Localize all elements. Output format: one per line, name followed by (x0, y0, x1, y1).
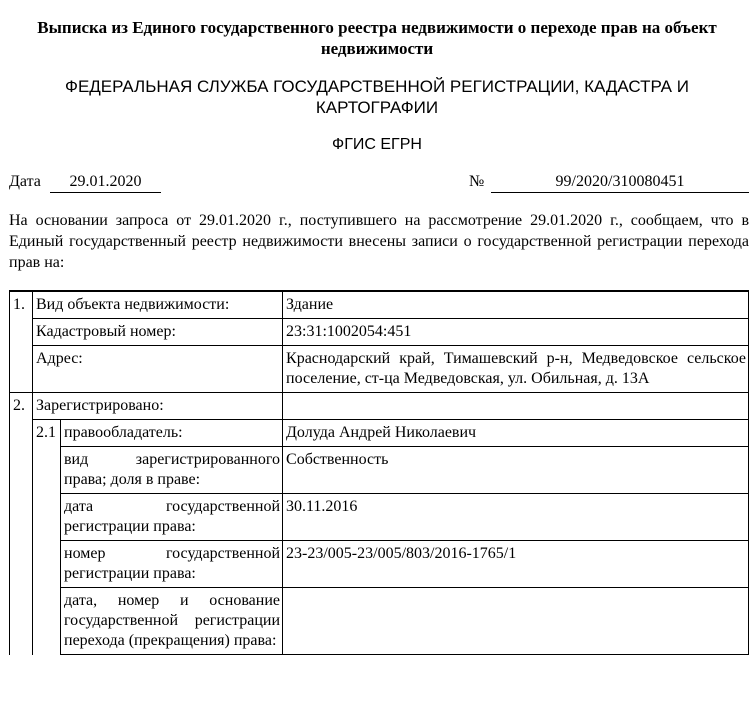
table-row (10, 420, 749, 447)
table-row (10, 319, 749, 346)
table-row (10, 447, 749, 494)
registered-label: Зарегистрировано: (33, 393, 283, 420)
number-label: № (469, 173, 485, 190)
holder-value: Долуда Андрей Николаевич (283, 420, 749, 447)
date-number-row (9, 171, 749, 195)
rights-table (9, 290, 749, 655)
registration-date-value: 30.11.2016 (283, 494, 749, 541)
section-number: 2. (10, 393, 33, 420)
table-row (10, 541, 749, 588)
agency-name: ФЕДЕРАЛЬНАЯ СЛУЖБА ГОСУДАРСТВЕННОЙ РЕГИСТРАЦИИ, КАДАСТРА И КАРТОГРАФИИ (65, 77, 689, 117)
table-row (10, 291, 749, 319)
registration-number-label: номер государственной регистрации права: (61, 541, 283, 588)
table-row (10, 588, 749, 655)
object-type-label: Вид объекта недвижимости: (33, 291, 283, 319)
cadastral-label: Кадастровый номер: (33, 319, 283, 346)
address-value: Краснодарский край, Тимашевский р-н, Медведовское сельское поселение, ст-ца Медведовская, ул. Обильная, д. 13А (283, 346, 749, 393)
right-type-label: вид зарегистрированного права; доля в праве: (61, 447, 283, 494)
right-type-value: Собственность (283, 447, 749, 494)
date-label: Дата (9, 173, 41, 190)
table-row (10, 393, 749, 420)
registration-number-value: 23-23/005-23/005/803/2016-1765/1 (283, 541, 749, 588)
transfer-value (283, 588, 749, 655)
section-number: 1. (10, 291, 33, 319)
transfer-label: дата, номер и основание государственной регистрации перехода (прекращения) права: (61, 588, 283, 655)
subsection-number: 2.1 (33, 420, 61, 447)
cadastral-value: 23:31:1002054:451 (283, 319, 749, 346)
date-value: 29.01.2020 (50, 173, 161, 193)
system-name: ФГИС ЕГРН (332, 136, 422, 153)
registration-date-label: дата государственной регистрации права: (61, 494, 283, 541)
number-value: 99/2020/310080451 (491, 173, 749, 193)
table-row (10, 494, 749, 541)
table-row (10, 346, 749, 393)
document-title: Выписка из Единого государственного реестра недвижимости о переходе прав на объект недвижимости (37, 18, 717, 58)
address-label: Адрес: (33, 346, 283, 393)
holder-label: правообладатель: (61, 420, 283, 447)
registered-value (283, 393, 749, 420)
intro-paragraph: На основании запроса от 29.01.2020 г., поступившего на рассмотрение 29.01.2020 г., сообщаем, что в Единый государственный реестр недвижимости внесены записи о государственной регистрации перехода прав на: (9, 212, 749, 271)
object-type-value: Здание (283, 291, 749, 319)
